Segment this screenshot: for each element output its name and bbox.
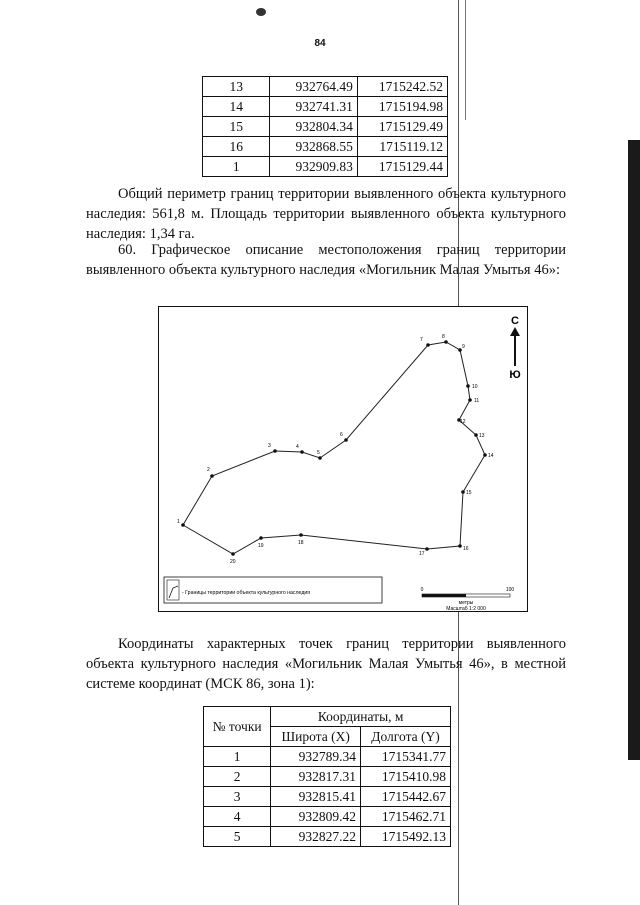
boundary-point-label: 4 — [296, 444, 299, 450]
point-cell: 16 — [203, 137, 270, 157]
lon-cell: 1715129.44 — [357, 157, 447, 177]
lat-cell: 932815.41 — [271, 787, 361, 807]
point-cell: 2 — [204, 767, 271, 787]
boundary-point-label: 6 — [340, 432, 343, 438]
boundary-point — [466, 384, 470, 388]
boundary-point-label: 19 — [258, 543, 264, 549]
table-row — [204, 807, 451, 827]
header-point-number: № точки — [204, 707, 271, 747]
scale-bar-fill — [422, 594, 466, 597]
boundary-point-label: 11 — [474, 398, 480, 404]
lon-cell: 1715341.77 — [361, 747, 451, 767]
lon-cell: 1715442.67 — [361, 787, 451, 807]
boundary-point — [474, 433, 478, 437]
top-table-body — [203, 77, 448, 177]
compass-north-label: С — [511, 315, 519, 327]
compass-south-label: Ю — [509, 369, 521, 381]
boundary-point-label: 14 — [488, 453, 494, 459]
boundary-point — [181, 523, 185, 527]
table-row — [203, 117, 448, 137]
coordinates-table-continued — [202, 76, 448, 177]
boundary-point — [444, 340, 448, 344]
point-cell: 4 — [204, 807, 271, 827]
table-row — [203, 77, 448, 97]
header-row — [204, 707, 451, 727]
boundary-point-label: 10 — [472, 384, 478, 390]
lat-cell: 932764.49 — [270, 77, 357, 97]
boundary-point — [210, 474, 214, 478]
perimeter-paragraph: Общий периметр границ территории выявленного объекта культурного наследия: 561,8 м. Площадь территории выявленного объекта культурного наследия: 1,34 га. — [86, 186, 566, 242]
boundary-point — [458, 544, 462, 548]
table-row — [204, 827, 451, 847]
lon-cell: 1715410.98 — [361, 767, 451, 787]
boundary-point-label: 12 — [460, 419, 466, 425]
boundary-point-label: 5 — [317, 450, 320, 456]
lon-cell: 1715462.71 — [361, 807, 451, 827]
scale-unit-label: метры — [458, 600, 474, 606]
boundary-point-label: 8 — [442, 334, 445, 340]
boundary-point-label: 17 — [419, 551, 425, 557]
lon-cell: 1715492.13 — [361, 827, 451, 847]
page-number: 84 — [314, 38, 326, 49]
point-cell: 15 — [203, 117, 270, 137]
lat-cell: 932868.55 — [270, 137, 357, 157]
boundary-point-label: 13 — [479, 433, 485, 439]
boundary-point-label: 16 — [463, 546, 469, 552]
point-cell: 13 — [203, 77, 270, 97]
boundary-point — [318, 456, 322, 460]
boundary-point-label: 15 — [466, 490, 472, 496]
table-row — [203, 97, 448, 117]
table-row — [204, 747, 451, 767]
scale-right-label: 100 — [505, 587, 515, 593]
coordinates-intro-paragraph: Координаты характерных точек границ территории выявленного объекта культурного наследия «Могильник Малая Умытья 46», в местной системе координат (МСК 86, зона 1): — [86, 636, 566, 692]
scan-artifact-edge — [628, 140, 640, 760]
point-cell: 14 — [203, 97, 270, 117]
point-cell: 1 — [203, 157, 270, 177]
lon-cell: 1715119.12 — [357, 137, 447, 157]
boundary-point — [426, 343, 430, 347]
lon-cell: 1715242.52 — [357, 77, 447, 97]
boundary-point-label: 20 — [230, 559, 236, 565]
scale-text: Масштаб 1:2 000 — [446, 606, 486, 612]
scan-artifact-line — [465, 0, 466, 120]
boundary-point-label: 18 — [298, 540, 304, 546]
boundary-point — [483, 453, 487, 457]
lat-cell: 932827.22 — [271, 827, 361, 847]
boundary-point-label: 3 — [268, 443, 271, 449]
lat-cell: 932817.31 — [271, 767, 361, 787]
header-coordinates: Координаты, м — [271, 707, 451, 727]
lat-cell: 932789.34 — [271, 747, 361, 767]
scale-left-label: 0 — [420, 587, 424, 593]
boundary-point — [259, 536, 263, 540]
table-row — [203, 157, 448, 177]
map-frame — [159, 307, 528, 612]
table-row — [203, 137, 448, 157]
site-boundary-map — [158, 306, 528, 612]
table-body — [204, 747, 451, 847]
boundary-point — [461, 490, 465, 494]
point-cell: 1 — [204, 747, 271, 767]
boundary-point — [273, 449, 277, 453]
boundary-point-label: 1 — [177, 519, 180, 525]
boundary-point-label: 9 — [462, 344, 465, 350]
boundary-point-label: 2 — [207, 467, 210, 473]
table-header — [204, 707, 451, 747]
table-row — [204, 787, 451, 807]
lat-cell: 932909.83 — [270, 157, 357, 177]
header-longitude: Долгота (Y) — [361, 727, 451, 747]
point-cell: 3 — [204, 787, 271, 807]
scan-artifact-blot — [256, 8, 266, 16]
legend-text: - Границы территории объекта культурного наследия — [182, 590, 311, 596]
boundary-point — [299, 533, 303, 537]
boundary-point — [344, 438, 348, 442]
boundary-point — [231, 552, 235, 556]
lat-cell: 932809.42 — [271, 807, 361, 827]
lat-cell: 932804.34 — [270, 117, 357, 137]
header-latitude: Широта (X) — [271, 727, 361, 747]
table-row — [204, 767, 451, 787]
lon-cell: 1715194.98 — [357, 97, 447, 117]
lon-cell: 1715129.49 — [357, 117, 447, 137]
coordinates-table — [203, 706, 451, 847]
map-legend — [164, 577, 382, 603]
boundary-point — [300, 450, 304, 454]
graphic-description-paragraph: 60. Графическое описание местоположения границ территории выявленного объекта культурного наследия «Могильник Малая Умытья 46»: — [86, 242, 566, 278]
point-cell: 5 — [204, 827, 271, 847]
lat-cell: 932741.31 — [270, 97, 357, 117]
boundary-point — [468, 398, 472, 402]
boundary-point — [425, 547, 429, 551]
boundary-point-label: 7 — [420, 337, 423, 343]
